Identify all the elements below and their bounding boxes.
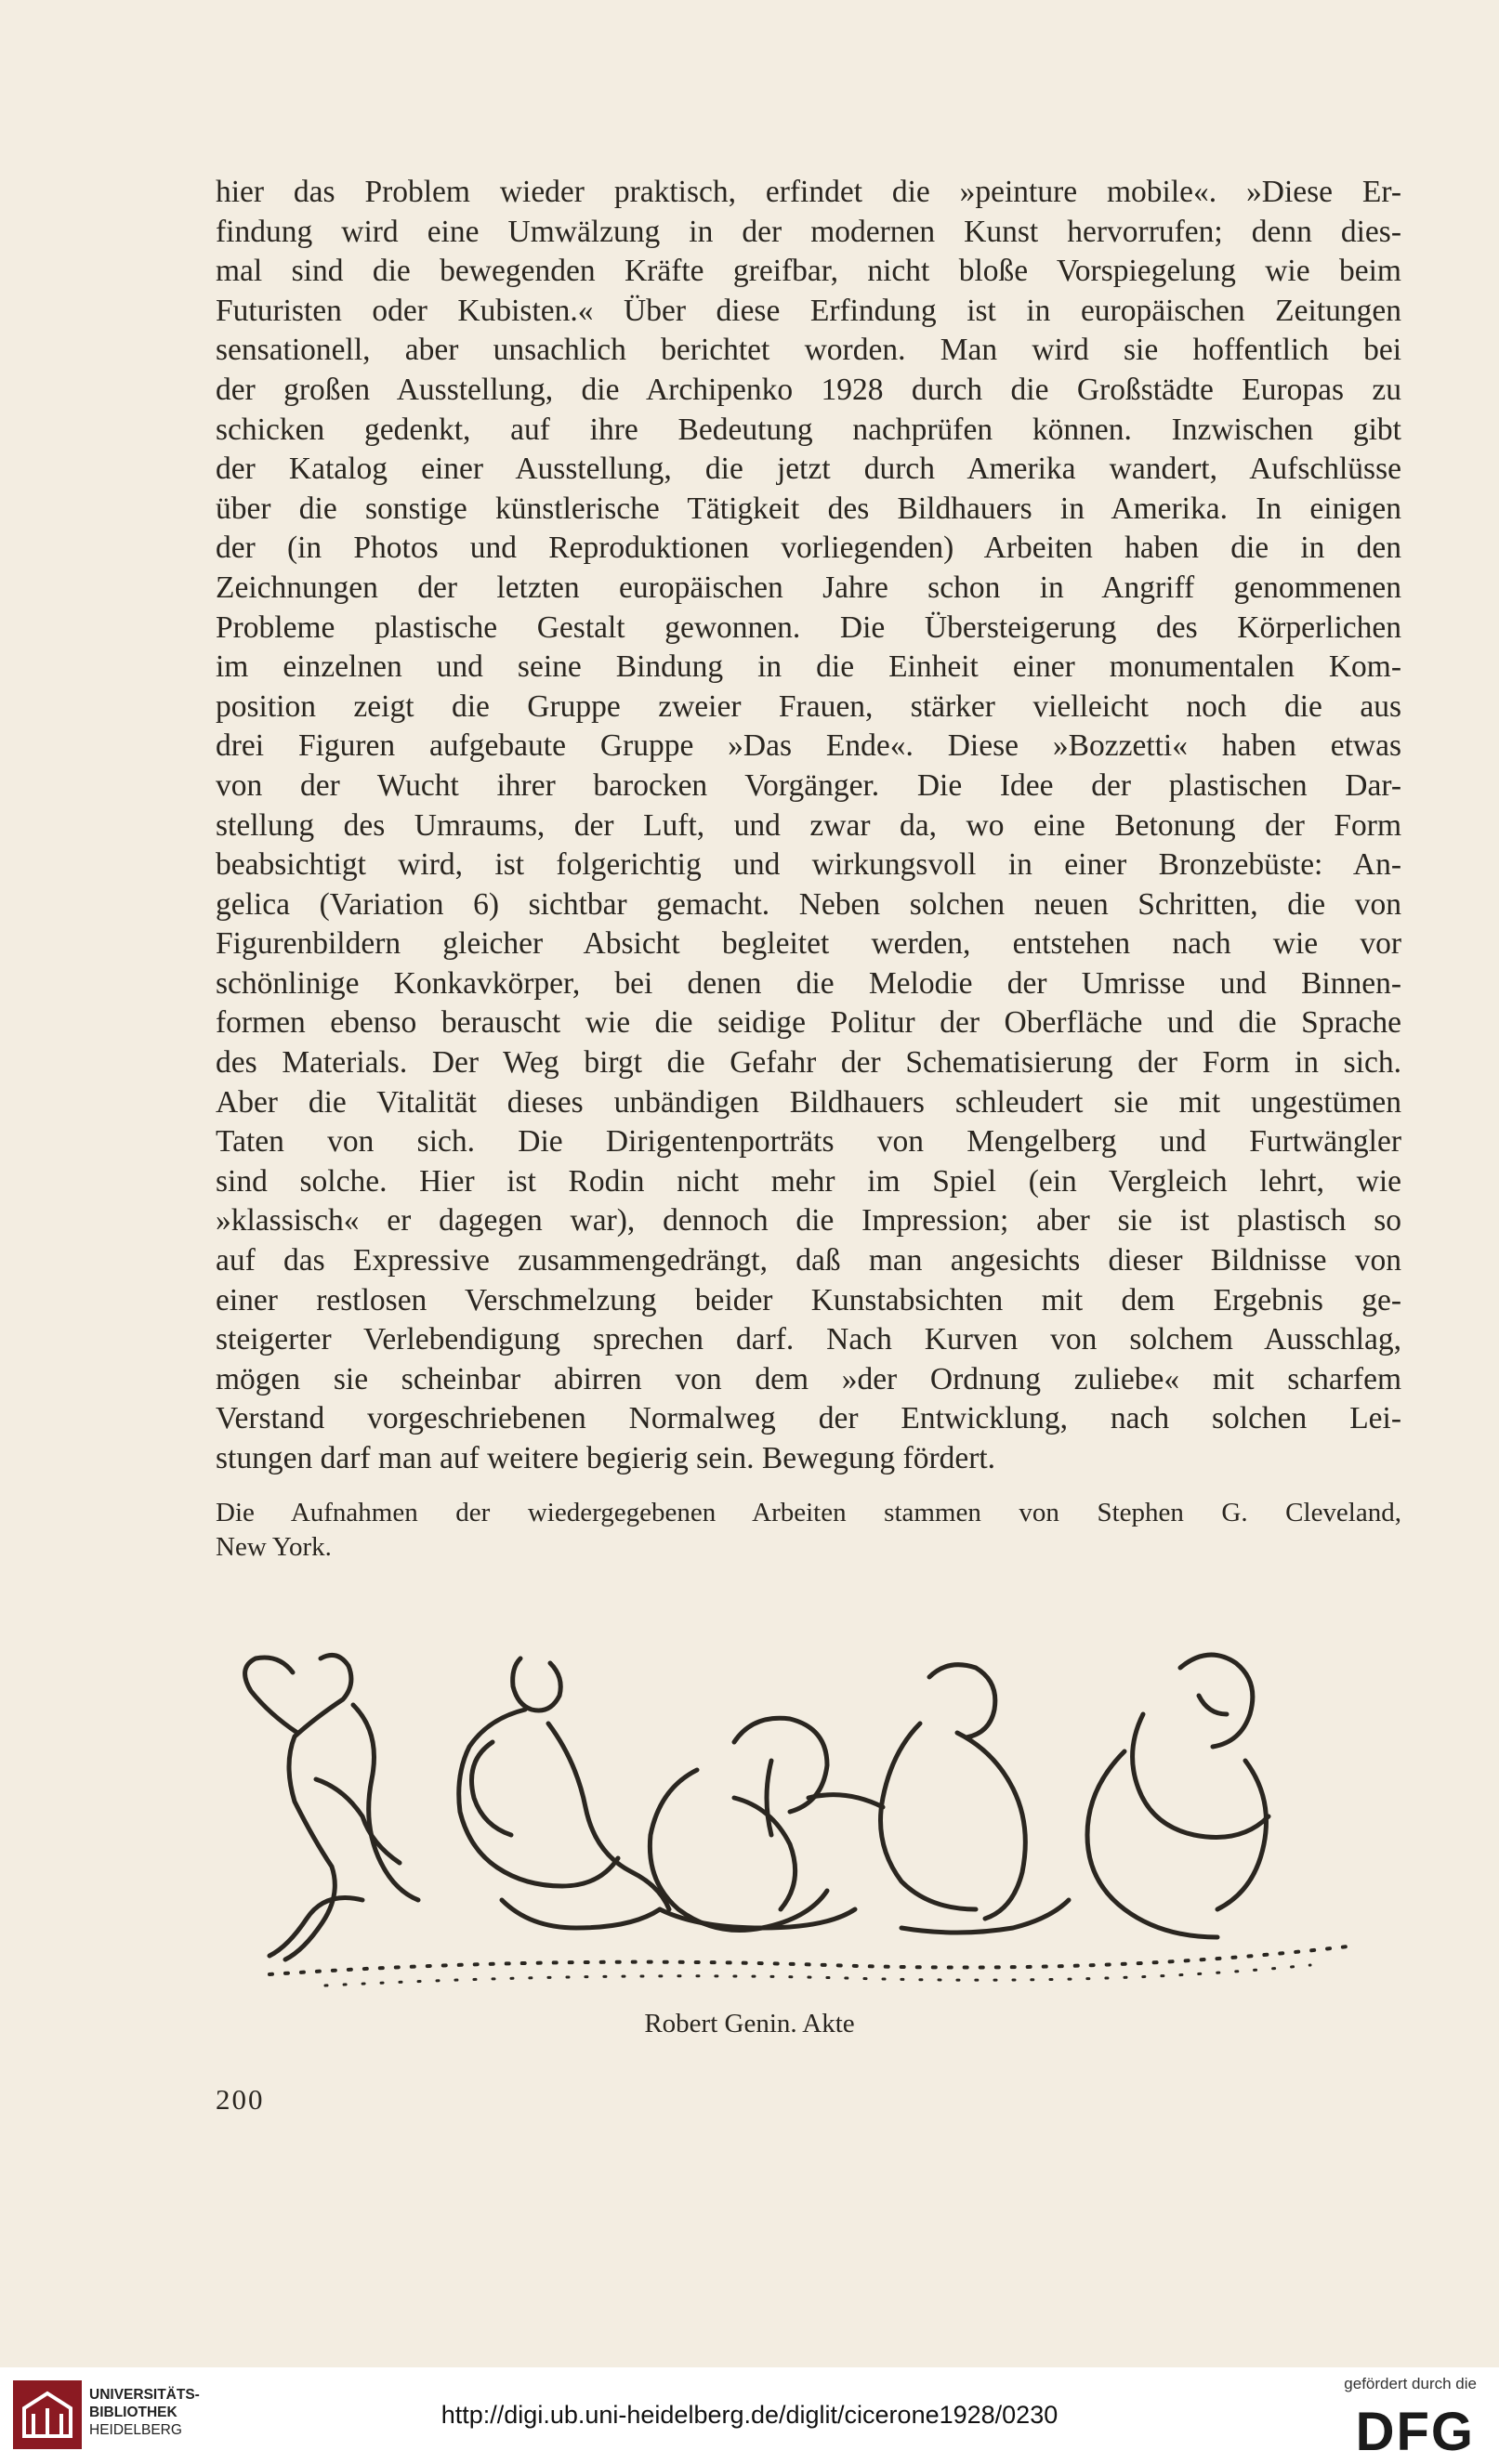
text-line: gelica (Variation 6) sichtbar gemacht. Neben solchen neuen Schritten, die von	[216, 886, 1401, 922]
text-line: Verstand vorgeschriebenen Normalweg der Entwicklung, nach solchen Lei-	[216, 1401, 1401, 1436]
text-line: steigerter Verlebendigung sprechen darf. Nach Kurven von solchem Ausschlag,	[216, 1322, 1401, 1357]
text-line: position zeigt die Gruppe zweier Frauen, stärker vielleicht noch die aus	[216, 688, 1401, 724]
text-line: stellung des Umraums, der Luft, und zwar da, wo eine Betonung der Form	[216, 807, 1401, 843]
text-line: über die sonstige künstlerische Tätigkeit des Bildhauers in Amerika. In einigen	[216, 491, 1401, 526]
text-line: der großen Ausstellung, die Archipenko 1928 durch die Großstädte Europas zu	[216, 372, 1401, 407]
figure-sketch-icon	[214, 1631, 1413, 2002]
funder-note: gefördert durch die	[1344, 2375, 1477, 2392]
library-line: HEIDELBERG	[89, 2422, 182, 2438]
text-line: Taten von sich. Die Dirigentenporträts von Mengelberg und Furtwängler	[216, 1124, 1401, 1160]
figure-caption: Robert Genin. Akte	[644, 2009, 855, 2038]
text-line: »klassisch« er dagegen war), dennoch die Impression; aber sie ist plastisch so	[216, 1203, 1401, 1239]
text-line: Probleme plastische Gestalt gewonnen. Die Übersteigerung des Körperlichen	[216, 609, 1401, 645]
text-line: schicken gedenkt, auf ihre Bedeutung nachprüfen können. Inzwischen gibt	[216, 412, 1401, 447]
source-url-link[interactable]: http://digi.ub.uni-heidelberg.de/diglit/cicerone1928/0230	[440, 2401, 1059, 2429]
text-line: sind solche. Hier ist Rodin nicht mehr im Spiel (ein Vergleich lehrt, wie	[216, 1163, 1401, 1199]
photo-credit	[216, 1496, 1401, 1565]
library-line: BIBLIOTHEK	[89, 2405, 178, 2420]
page-number: 200	[216, 2083, 265, 2116]
text-line: hier das Problem wieder praktisch, erfindet die »peinture mobile«. »Diese Er-	[216, 175, 1401, 209]
text-line: beabsichtigt wird, ist folgerichtig und wirkungsvoll in einer Bronzebüste: An-	[216, 847, 1401, 883]
footer-bar	[0, 2367, 1499, 2464]
text-line: drei Figuren aufgebaute Gruppe »Das Ende«. Diese »Bozzetti« haben etwas	[216, 728, 1401, 764]
text-line: mal sind die bewegenden Kräfte greifbar, nicht bloße Vorspiegelung wie beim	[216, 254, 1401, 289]
text-line: Aber die Vitalität dieses unbändigen Bildhauers schleudert sie mit ungestümen	[216, 1084, 1401, 1120]
text-line: Figurenbildern gleicher Absicht begleitet werden, entstehen nach wie vor	[216, 926, 1401, 962]
text-line: von der Wucht ihrer barocken Vorgänger. Die Idee der plastischen Dar-	[216, 767, 1401, 803]
text-line: im einzelnen und seine Bindung in die Einheit einer monumentalen Kom-	[216, 649, 1401, 685]
library-line: UNIVERSITÄTS-	[89, 2387, 200, 2403]
text-line: findung wird eine Umwälzung in der modernen Kunst hervorrufen; denn dies-	[216, 214, 1401, 249]
credit-line: New York.	[216, 1532, 332, 1562]
text-line: sensationell, aber unsachlich berichtet worden. Man wird sie hoffentlich bei	[216, 333, 1401, 368]
text-line: auf das Expressive zusammengedrängt, daß man angesichts dieser Bildnisse von	[216, 1243, 1401, 1278]
text-line: stungen darf man auf weitere begierig sein. Bewegung fördert.	[216, 1441, 996, 1475]
text-line: schönlinige Konkavkörper, bei denen die Melodie der Umrisse und Binnen-	[216, 965, 1401, 1001]
funder-logo: DFG	[1355, 2402, 1475, 2462]
credit-line: Die Aufnahmen der wiedergegebenen Arbeiten stammen von Stephen G. Cleveland,	[216, 1498, 1401, 1527]
body-text	[216, 173, 1401, 1479]
text-line: des Materials. Der Weg birgt die Gefahr der Schematisierung der Form in sich.	[216, 1045, 1401, 1081]
text-line: Futuristen oder Kubisten.« Über diese Erfindung ist in europäischen Zeitungen	[216, 293, 1401, 328]
text-line: Zeichnungen der letzten europäischen Jahre schon in Angriff genommenen	[216, 570, 1401, 605]
text-line: der Katalog einer Ausstellung, die jetzt durch Amerika wandert, Aufschlüsse	[216, 452, 1401, 487]
text-line: der (in Photos und Reproduktionen vorliegenden) Arbeiten haben die in den	[216, 531, 1401, 566]
text-line: formen ebenso berauscht wie die seidige Politur der Oberfläche und die Sprache	[216, 1005, 1401, 1041]
text-line: mögen sie scheinbar abirren von dem »der Ordnung zuliebe« mit scharfem	[216, 1361, 1401, 1396]
text-line: einer restlosen Verschmelzung beider Kunstabsichten mit dem Ergebnis ge-	[216, 1282, 1401, 1317]
